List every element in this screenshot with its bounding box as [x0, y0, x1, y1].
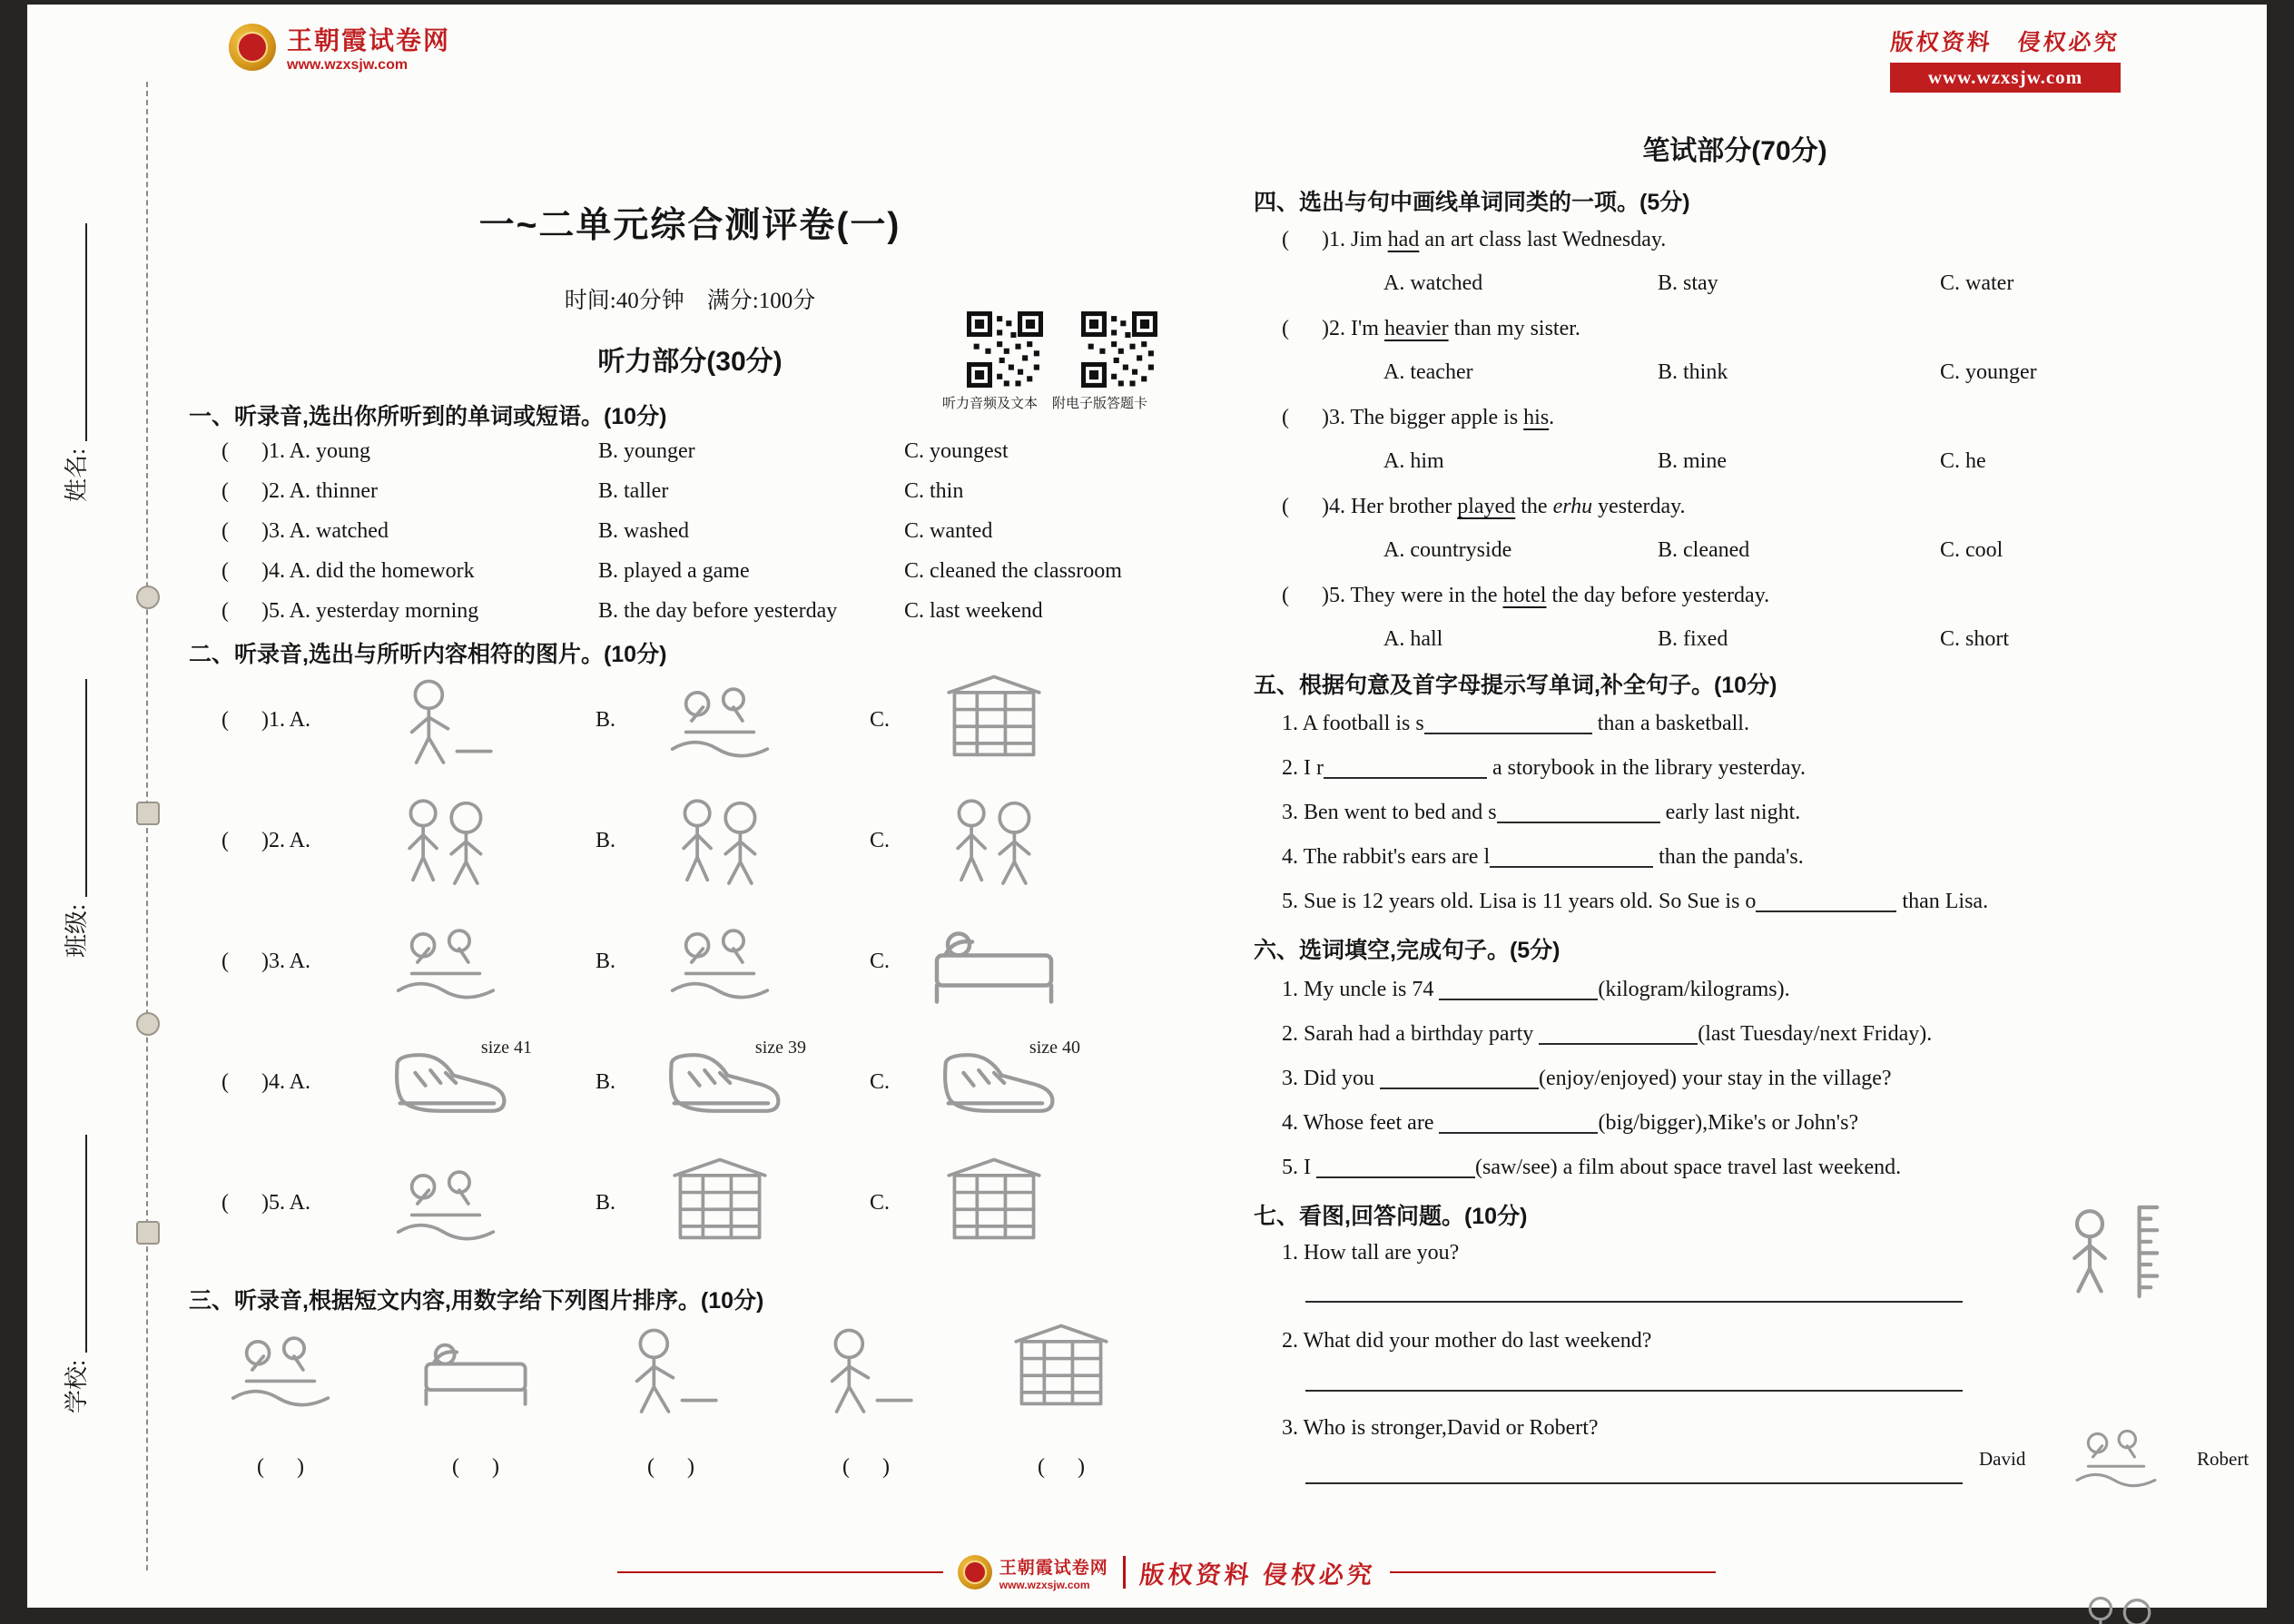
section3-answer-parens [222, 1455, 1120, 1480]
answer-paren[interactable]: ( ) [222, 558, 269, 583]
sentence: (last Tuesday/next Friday). [1698, 1022, 1933, 1046]
answer-paren[interactable]: ( ) [1282, 406, 1329, 429]
option-b: B. played a game [598, 558, 750, 583]
binding-mark-icon [136, 802, 160, 825]
page-title: 一~二单元综合测评卷(一) [478, 206, 901, 245]
sentence: than a basketball. [1591, 712, 1749, 735]
option-b: B. washed [598, 518, 689, 543]
option-b: B. mine [1658, 449, 1727, 473]
section7-title: 七、看图,回答问题。(10分) [1254, 1204, 1528, 1229]
name-blank-line[interactable] [85, 223, 87, 441]
order-illustration-4 [807, 1319, 925, 1421]
option-c: C. wanted [904, 518, 993, 543]
sentence: than the panda's. [1653, 845, 1804, 869]
sentence: . [1549, 406, 1555, 429]
option-b: B. stay [1658, 271, 1718, 295]
s5-item-5 [1282, 889, 1988, 914]
section3-title: 三、听录音,根据短文内容,用数字给下列图片排序。(10分) [189, 1288, 764, 1314]
student-name-field [58, 223, 92, 502]
option-a: 4. A. did the homework [268, 558, 475, 583]
option-a: A. countryside [1383, 538, 1512, 562]
sentence: (big/bigger),Mike's or John's? [1598, 1111, 1859, 1135]
answer-paren[interactable]: ( ) [1282, 495, 1329, 518]
option-c: C. he [1940, 449, 1986, 473]
section3-pictures [222, 1319, 1120, 1421]
sentence: than Lisa. [1896, 890, 1989, 913]
option-a-label: 1. A. [268, 708, 310, 732]
footer [617, 1546, 1716, 1599]
illustration-3b [652, 911, 788, 1013]
section5-title: 五、根据句意及首字母提示写单词,补全句子。(10分) [1254, 673, 1777, 698]
fill-blank[interactable] [1497, 800, 1660, 823]
option-a: A. watched [1383, 271, 1483, 295]
option-c-label: C. [870, 829, 891, 852]
answer-paren[interactable]: ( ) [222, 438, 269, 463]
option-b: B. the day before yesterday [598, 598, 838, 623]
answer-paren[interactable]: ( ) [222, 518, 269, 543]
option-c-label: C. [870, 708, 891, 732]
binding-dotted-line [146, 82, 148, 1570]
option-b-label: B. [596, 1070, 616, 1094]
s6-item-3 [1282, 1066, 1892, 1091]
option-b-label: B. [596, 829, 616, 852]
footer-logo-name: 王朝霞试卷网 [999, 1558, 1108, 1578]
s6-item-1 [1282, 977, 1790, 1002]
illustration-4b-shoe [652, 1037, 806, 1121]
option-a: 3. A. watched [268, 518, 389, 543]
shoe-size-label: size 39 [754, 1037, 806, 1058]
sentence: (saw/see) a film about space travel last weekend. [1475, 1156, 1902, 1179]
illustration-2c [926, 791, 1062, 892]
s4-question-1 [1282, 228, 1666, 252]
s4-options-5 [1383, 627, 2273, 652]
sentence: 2. I r [1282, 756, 1324, 780]
sentence: the day before yesterday. [1546, 584, 1770, 607]
picture-question-row [222, 901, 1238, 1022]
s5-item-2 [1282, 755, 1806, 781]
section1-items [222, 431, 1220, 631]
s4-options-1 [1383, 271, 2273, 296]
written-part-header: 笔试部分(70分) [1642, 136, 1827, 166]
fill-blank[interactable] [1424, 711, 1592, 734]
footer-logo-url: www.wzxsjw.com [999, 1578, 1090, 1591]
fill-blank[interactable] [1439, 1110, 1598, 1134]
option-c: C. cleaned the classroom [904, 558, 1122, 583]
section2-title: 二、听录音,选出与所听内容相符的图片。(10分) [189, 642, 667, 667]
sentence: 3. The bigger apple is [1328, 406, 1524, 429]
option-b-label: B. [596, 950, 616, 973]
sentence: 4. Whose feet are [1282, 1111, 1440, 1135]
audio-qr-code[interactable] [967, 311, 1043, 388]
robert-label: Robert [2197, 1448, 2250, 1470]
exam-meta: 时间:40分钟 满分:100分 [564, 289, 816, 313]
binding-mark-icon [136, 586, 160, 609]
underlined-word: heavier [1383, 317, 1449, 340]
footer-rights-text: 版权资料 侵权必究 [1137, 1560, 1377, 1589]
option-a-label: 5. A. [268, 1191, 310, 1215]
answer-paren[interactable]: ( ) [222, 478, 269, 503]
answer-paren[interactable]: ( ) [222, 829, 269, 852]
fill-blank[interactable] [1539, 1021, 1698, 1045]
class-label: 班级: [64, 903, 90, 958]
footer-divider [1123, 1556, 1126, 1589]
qr1-caption: 听力音频及文本 [942, 397, 1039, 411]
s7-question-2: 2. What did your mother do last weekend? [1282, 1329, 1652, 1353]
picture-question-row [222, 1143, 1238, 1264]
s4-options-3 [1383, 449, 2273, 474]
qr-captions [942, 393, 1147, 412]
david-label: David [1979, 1448, 2026, 1470]
sentence: 5. They were in the [1328, 584, 1503, 607]
answer-paren[interactable]: ( ) [1282, 228, 1329, 251]
option-a: A. him [1383, 449, 1444, 473]
illustration-5c [926, 1153, 1062, 1255]
illustration-2a [378, 791, 514, 892]
sentence: (enjoy/enjoyed) your stay in the village? [1539, 1067, 1892, 1090]
option-c: C. short [1940, 627, 2010, 651]
answer-paren[interactable]: ( ) [222, 708, 269, 732]
answer-line[interactable] [1305, 1301, 1963, 1303]
s6-item-2 [1282, 1021, 1932, 1047]
mother-weekend-illustration [2048, 1415, 2184, 1499]
option-a: 2. A. thinner [268, 478, 378, 503]
s7-question-1: 1. How tall are you? [1282, 1241, 1460, 1265]
site-logo [229, 21, 450, 74]
option-b: B. think [1658, 360, 1728, 384]
s5-item-4 [1282, 844, 1804, 870]
binding-mark-icon [136, 1221, 160, 1245]
option-c: C. younger [1940, 360, 2037, 384]
answer-paren[interactable]: ( ) [452, 1455, 499, 1479]
answer-paren[interactable]: ( ) [842, 1455, 890, 1479]
list-item [222, 551, 1220, 591]
s5-item-1 [1282, 711, 1749, 736]
illustration-1a [378, 670, 514, 772]
fill-blank[interactable] [1439, 977, 1598, 1000]
logo-url: www.wzxsjw.com [287, 57, 409, 73]
class-blank-line[interactable] [85, 679, 87, 897]
qr2-caption: 附电子版答题卡 [1052, 397, 1148, 411]
copyright-banner [1890, 25, 2121, 93]
school-label: 学校: [64, 1359, 90, 1413]
option-b: B. cleaned [1658, 538, 1750, 562]
fill-blank[interactable] [1316, 1155, 1475, 1178]
illustration-3a [378, 911, 514, 1013]
school-blank-line[interactable] [85, 1135, 87, 1353]
binding-mark-icon [136, 1012, 160, 1036]
answer-paren[interactable]: ( ) [1282, 317, 1329, 340]
s4-options-2 [1383, 360, 2273, 385]
s6-item-4 [1282, 1110, 1858, 1136]
sentence: 1. My uncle is 74 [1282, 978, 1440, 1001]
illustration-5a [378, 1153, 514, 1255]
sentence: 5. Sue is 12 years old. Lisa is 11 years old. So Sue is o [1282, 890, 1757, 913]
order-illustration-3 [612, 1319, 730, 1421]
option-c-label: C. [870, 950, 891, 973]
footer-rule-right [1390, 1571, 1716, 1573]
italic-word: erhu [1552, 495, 1593, 518]
option-b: B. fixed [1658, 627, 1728, 651]
list-item [222, 511, 1220, 551]
answer-paren[interactable]: ( ) [647, 1455, 694, 1479]
fill-blank[interactable] [1490, 844, 1653, 868]
illustration-1b [652, 670, 788, 772]
s5-item-3 [1282, 800, 1800, 825]
option-a: 5. A. yesterday morning [268, 598, 479, 623]
name-label: 姓名: [64, 448, 90, 502]
sentence: 4. The rabbit's ears are l [1282, 845, 1491, 869]
sentence: a storybook in the library yesterday. [1486, 756, 1806, 780]
footer-rule-left [617, 1571, 943, 1573]
list-item [222, 591, 1220, 631]
option-b: B. taller [598, 478, 669, 503]
option-a: A. teacher [1383, 360, 1473, 384]
illustration-4a-shoe [378, 1037, 532, 1121]
fill-blank[interactable] [1324, 755, 1487, 779]
shoe-size-label: size 40 [1029, 1037, 1080, 1058]
option-c: C. last weekend [904, 598, 1043, 623]
option-c: C. youngest [904, 438, 1009, 463]
sentence: 1. A football is s [1282, 712, 1424, 735]
option-c-label: C. [870, 1191, 891, 1215]
underlined-word: hotel [1502, 584, 1547, 607]
sentence: early last night. [1659, 801, 1801, 824]
option-a-label: 3. A. [268, 950, 310, 973]
sentence: an art class last Wednesday. [1419, 228, 1667, 251]
illustration-3c [926, 911, 1062, 1013]
sentence: 4. Her brother [1328, 495, 1458, 518]
list-item [222, 431, 1220, 471]
s4-question-5 [1282, 584, 1769, 608]
s4-options-4 [1383, 538, 2273, 563]
answer-line[interactable] [1305, 1390, 1963, 1392]
sentence: 2. I'm [1328, 317, 1384, 340]
option-a: 1. A. young [268, 438, 370, 463]
listening-part-header: 听力部分(30分) [597, 347, 783, 377]
logo-icon [958, 1555, 992, 1590]
option-c: C. water [1940, 271, 2014, 295]
sentence: than my sister. [1448, 317, 1580, 340]
picture-question-row [222, 660, 1238, 781]
answer-sheet-qr-code[interactable] [1081, 311, 1157, 388]
illustration-1c [926, 670, 1062, 772]
sentence: 3. Ben went to bed and s [1282, 801, 1497, 824]
answer-paren[interactable]: ( ) [1282, 584, 1329, 607]
copyright-url: www.wzxsjw.com [1890, 63, 2121, 93]
height-chart-illustration [2041, 1201, 2177, 1303]
copyright-text: 版权资料 侵权必究 [1889, 30, 2122, 55]
underlined-word: played [1457, 495, 1516, 518]
section1-title: 一、听录音,选出你所听到的单词或短语。(10分) [189, 404, 667, 429]
sentence: the [1515, 495, 1553, 518]
option-a-label: 4. A. [268, 1070, 310, 1094]
sentence: 5. I [1282, 1156, 1316, 1179]
sentence: 1. Jim [1328, 228, 1388, 251]
option-a-label: 2. A. [268, 829, 310, 852]
answer-line[interactable] [1305, 1482, 1963, 1484]
answer-paren[interactable]: ( ) [222, 1070, 269, 1094]
footer-logo [958, 1554, 1108, 1591]
s4-question-2 [1282, 317, 1580, 341]
answer-paren[interactable]: ( ) [222, 598, 269, 623]
answer-paren[interactable]: ( ) [1038, 1455, 1085, 1479]
picture-question-row [222, 1022, 1238, 1143]
illustration-5b [652, 1153, 788, 1255]
section6-title: 六、选词填空,完成句子。(5分) [1254, 938, 1561, 963]
order-illustration-5 [1002, 1319, 1120, 1421]
illustration-2b [652, 791, 788, 892]
s4-question-3 [1282, 406, 1554, 430]
illustration-4c-shoe [926, 1037, 1080, 1121]
option-c: C. thin [904, 478, 964, 503]
sentence: 3. Did you [1282, 1067, 1380, 1090]
student-school-field [58, 1135, 92, 1413]
picture-question-row [222, 781, 1238, 901]
david-robert-illustration [2052, 1590, 2188, 1624]
order-illustration-2 [417, 1319, 535, 1421]
option-c-label: C. [870, 1070, 891, 1094]
option-b-label: B. [596, 1191, 616, 1215]
sentence: 2. Sarah had a birthday party [1282, 1022, 1540, 1046]
answer-paren[interactable]: ( ) [222, 950, 269, 973]
fill-blank[interactable] [1756, 889, 1896, 912]
sentence: (kilogram/kilograms). [1598, 978, 1790, 1001]
underlined-word: had [1387, 228, 1420, 251]
option-b: B. younger [598, 438, 695, 463]
shoe-size-label: size 41 [480, 1037, 532, 1058]
logo-name: 王朝霞试卷网 [287, 26, 451, 54]
s6-item-5 [1282, 1155, 1901, 1180]
section2-items [222, 660, 1238, 1264]
logo-icon [229, 24, 276, 71]
list-item [222, 471, 1220, 511]
exam-paper-page [27, 5, 2267, 1608]
option-c: C. cool [1940, 538, 2004, 562]
answer-paren[interactable]: ( ) [222, 1191, 269, 1215]
sentence: yesterday. [1592, 495, 1686, 518]
answer-paren[interactable]: ( ) [257, 1455, 304, 1479]
section4-title: 四、选出与句中画线单词同类的一项。(5分) [1254, 190, 1690, 215]
option-a: A. hall [1383, 627, 1443, 651]
order-illustration-1 [222, 1319, 340, 1421]
student-class-field [58, 679, 92, 958]
option-b-label: B. [596, 708, 616, 732]
fill-blank[interactable] [1380, 1066, 1539, 1089]
s7-question-3: 3. Who is stronger,David or Robert? [1282, 1416, 1599, 1440]
underlined-word: his [1523, 406, 1550, 429]
s4-question-4 [1282, 495, 1686, 519]
